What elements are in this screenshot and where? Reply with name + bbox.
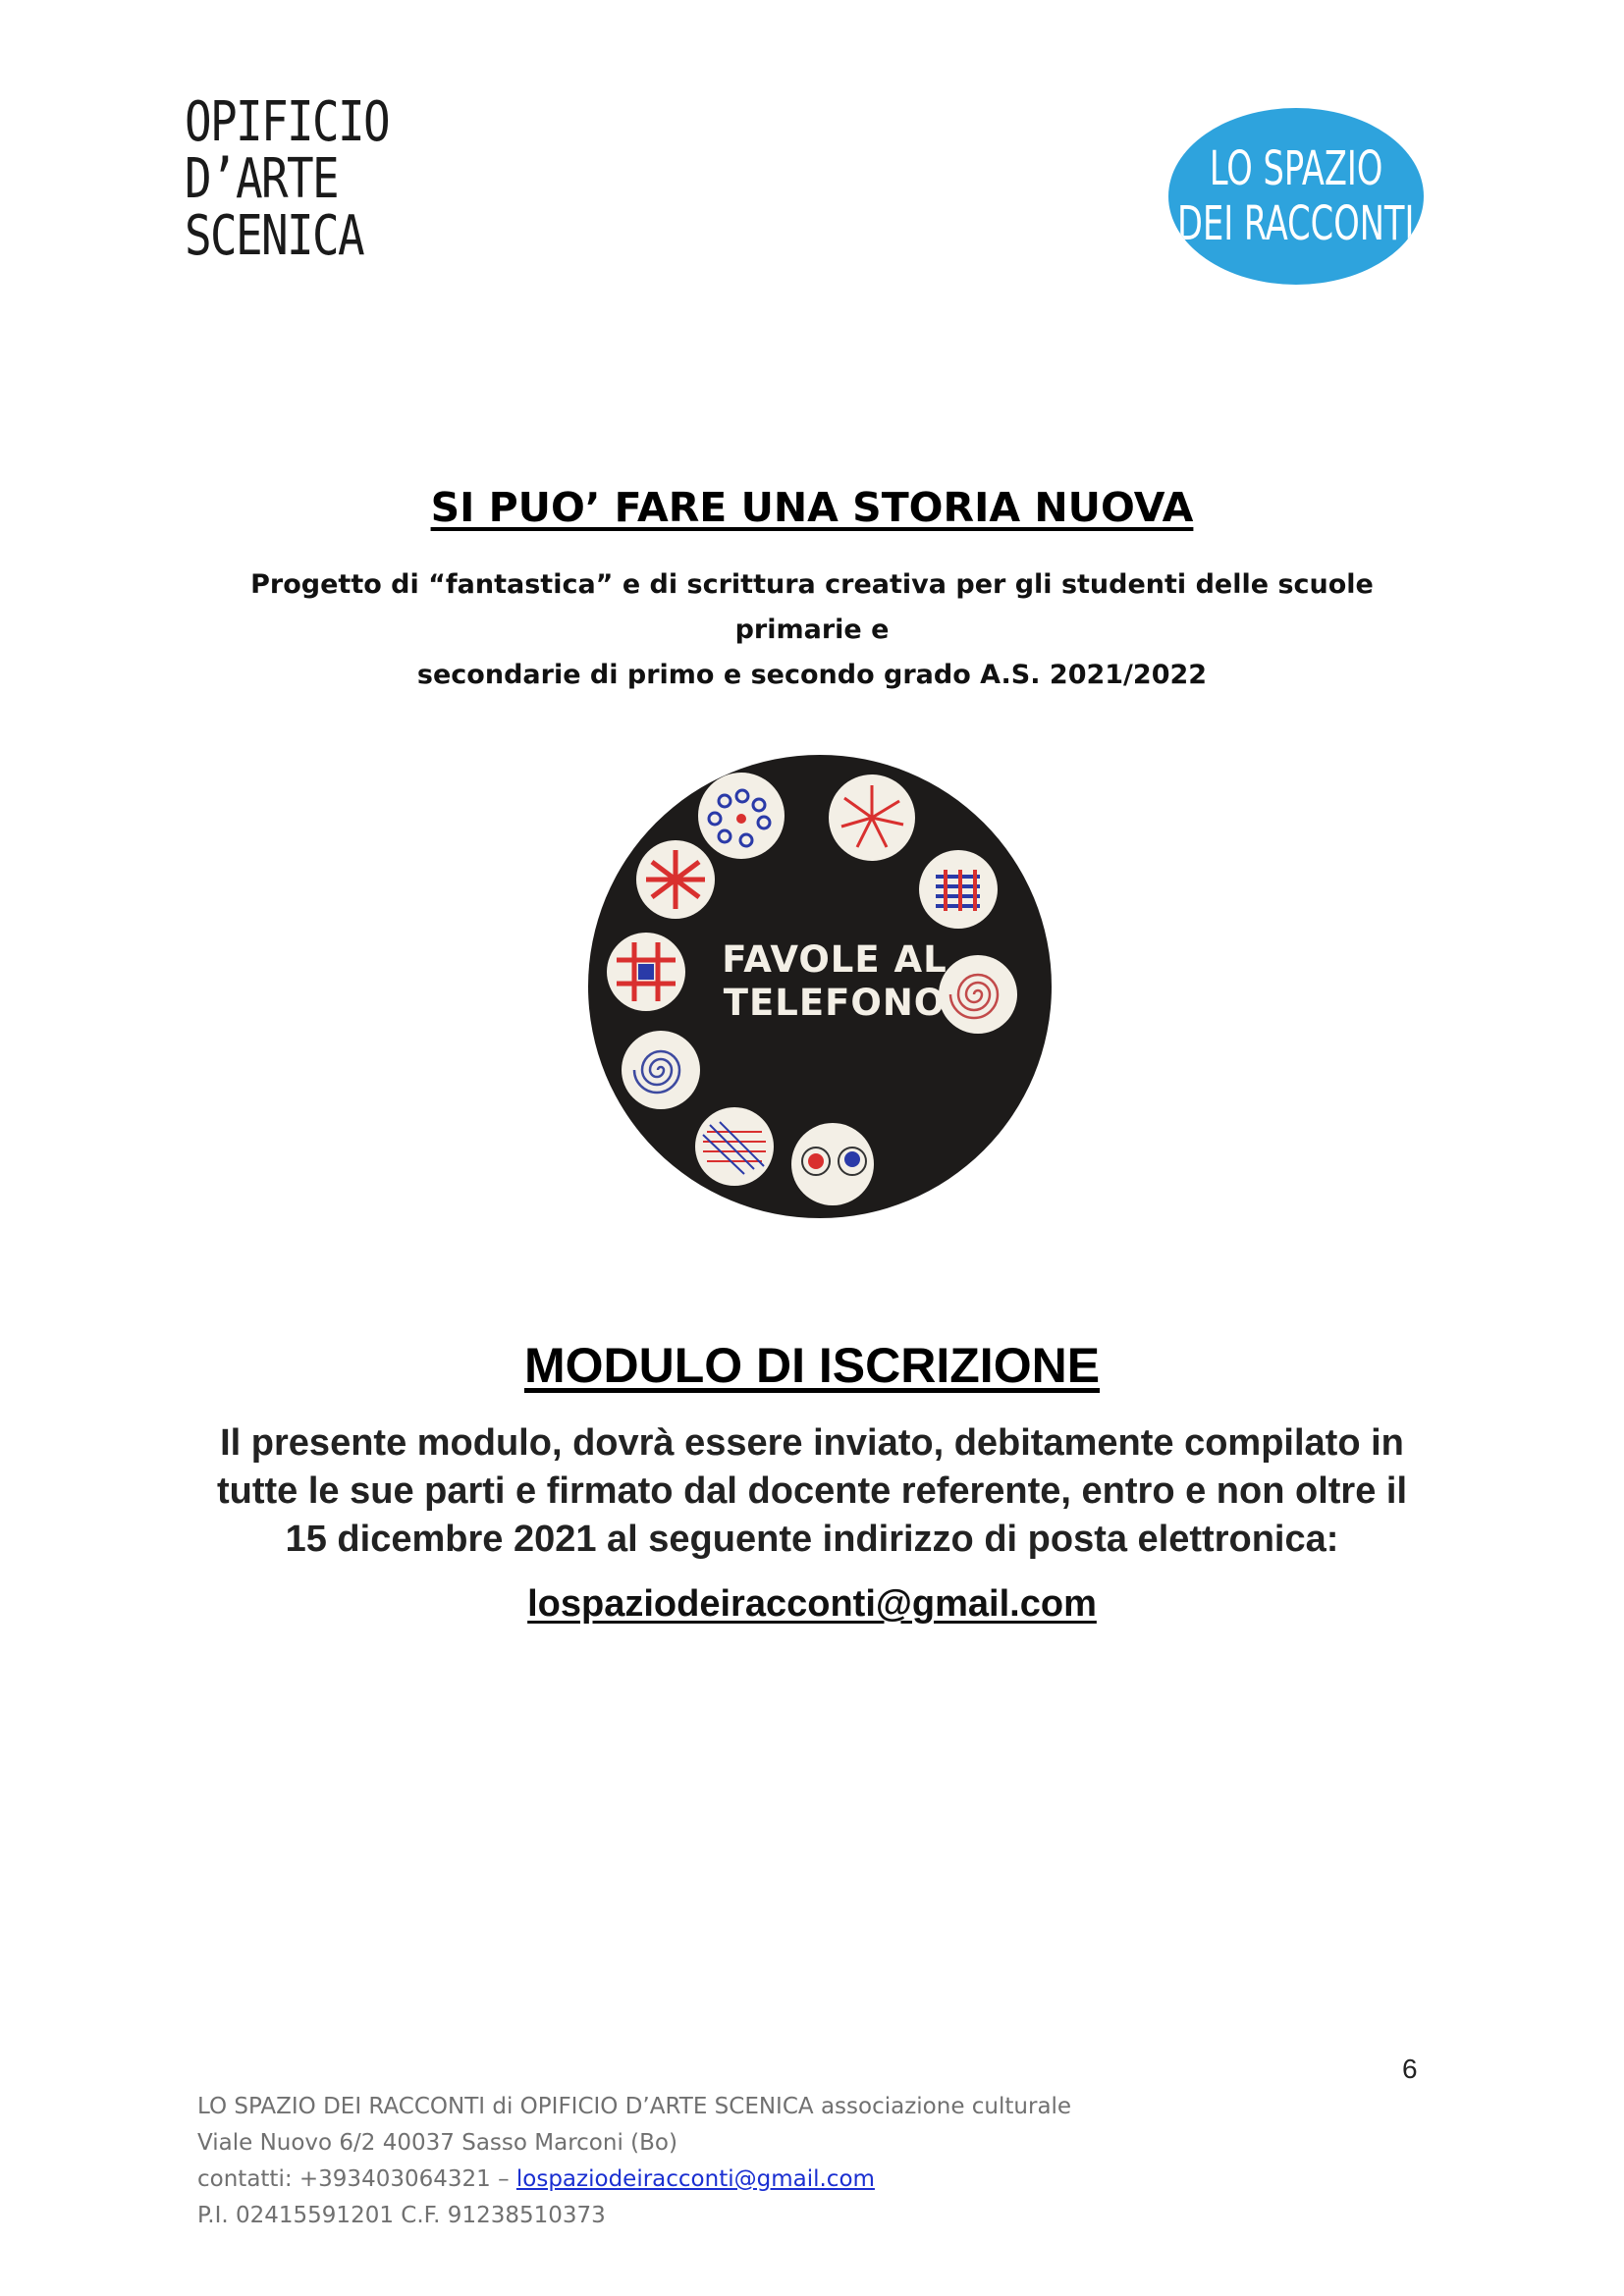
instructions-line: 15 dicembre 2021 al seguente indirizzo di posta elettronica: <box>285 1519 1339 1560</box>
plate-hash-icon <box>607 933 685 1011</box>
footer-tax-ids: P.I. 02415591201 C.F. 91238510373 <box>197 2203 606 2228</box>
plate-spiral-red-icon <box>939 955 1017 1034</box>
plate-dots-icon <box>698 773 785 859</box>
logo-line: LO SPAZIO <box>1209 141 1383 196</box>
lo-spazio-logo <box>1168 108 1424 285</box>
logo-line: OPIFICIO <box>185 90 390 154</box>
badge-text-line1: FAVOLE AL <box>722 938 947 981</box>
footer-email-link[interactable]: lospaziodeiracconti@gmail.com <box>515 2166 875 2192</box>
plate-crosshatch-icon <box>695 1107 774 1186</box>
footer-address: Viale Nuovo 6/2 40037 Sasso Marconi (Bo) <box>197 2130 677 2156</box>
footer-association: LO SPAZIO DEI RACCONTI di OPIFICIO D’ARTE SCENICA associazione culturale <box>197 2094 1072 2119</box>
submission-email: lospaziodeiracconti@gmail.com <box>527 1583 1097 1625</box>
logo-line: DEI RACCONTI <box>1177 196 1415 251</box>
instructions-line: tutte le sue parti e firmato dal docente referente, entro e non oltre il <box>216 1470 1407 1512</box>
subtitle-line: secondarie di primo e secondo grado A.S. 2021/2022 <box>416 660 1208 690</box>
logo-line: SCENICA <box>185 204 364 268</box>
plate-eyes-icon <box>791 1123 874 1205</box>
plate-grid-icon <box>919 850 998 929</box>
plate-sunburst-icon <box>829 774 915 861</box>
favole-al-telefono-badge <box>587 754 1053 1219</box>
form-instructions <box>167 1419 1457 1564</box>
form-title: MODULO DI ISCRIZIONE <box>523 1338 1101 1393</box>
project-title: SI PUO’ FARE UNA STORIA NUOVA <box>430 484 1194 531</box>
plate-asterisk-icon <box>636 840 715 919</box>
page-number: 6 <box>1402 2054 1418 2084</box>
logo-line: D’ARTE <box>185 147 339 211</box>
footer-contacts-phone: contatti: +393403064321 – <box>197 2166 516 2192</box>
project-subtitle <box>196 562 1428 698</box>
opificio-logo <box>185 90 401 268</box>
badge-text-line2: TELEFONO <box>723 982 947 1024</box>
footer-contacts <box>197 2162 1277 2198</box>
footer <box>197 2089 1277 2234</box>
subtitle-line: Progetto di “fantastica” e di scrittura creativa per gli studenti delle scuole primarie e <box>250 569 1374 645</box>
plate-spiral-blue-icon <box>622 1031 700 1109</box>
instructions-line: Il presente modulo, dovrà essere inviato, debitamente compilato in <box>220 1422 1404 1464</box>
